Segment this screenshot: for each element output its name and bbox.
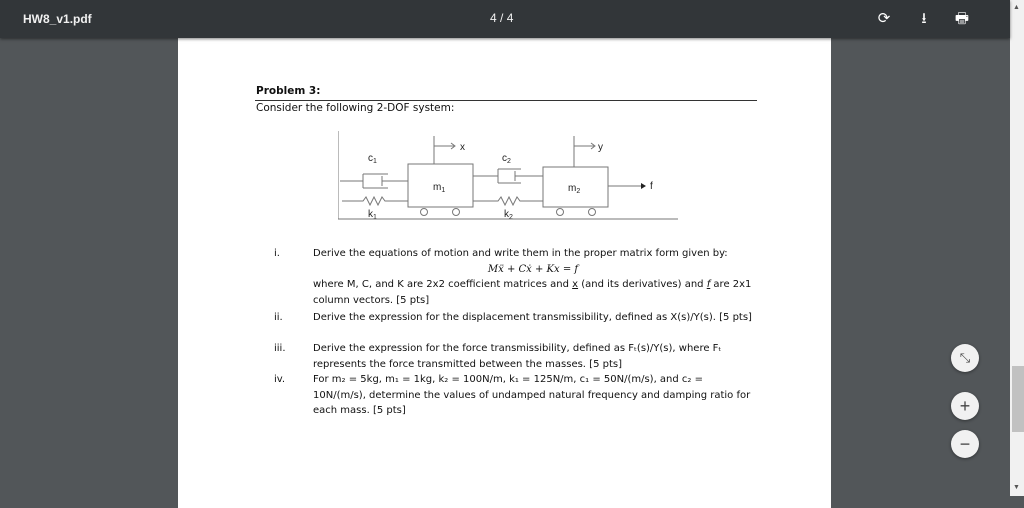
text: are 2x1 column vectors. [5 pts]	[313, 279, 752, 306]
label-k1: $k_1$	[368, 209, 377, 221]
equation: Mẍ + Cẋ + Kx = f	[487, 263, 579, 275]
fit-page-button[interactable]: ⤡	[951, 344, 979, 372]
scroll-up-arrow-icon[interactable]: ▲	[1013, 4, 1020, 11]
scrollbar-thumb[interactable]	[1012, 366, 1024, 432]
page-total: 4	[506, 11, 514, 25]
label-m1: $m_1$	[433, 182, 446, 194]
item-body	[313, 246, 753, 308]
item-text: Derive the equations of motion and write them in the proper matrix form given by:	[313, 248, 728, 259]
zoom-out-button[interactable]: −	[951, 430, 979, 458]
text: (and its derivatives) and	[578, 279, 707, 291]
document-title: HW8_v1.pdf	[23, 12, 92, 26]
item-text: For m₂ = 5kg, m₁ = 1kg, k₂ = 100N/m, k₁ = 125N/m, c₁ = 50N/(m/s), and c₂ = 10N/(m/s), determine the values of undamped natural frequency and damping ratio for each mass. [5 pts]	[313, 374, 751, 417]
page-current[interactable]: 4	[490, 11, 497, 25]
scroll-down-arrow-icon[interactable]: ▼	[1013, 484, 1020, 491]
label-x: x	[460, 142, 465, 153]
item-number: ii.	[274, 312, 283, 323]
item-number: iii.	[274, 343, 286, 354]
label-k2: $k_2$	[504, 209, 513, 221]
text: where M, C, and K are 2x2 coefficient matrices and	[313, 279, 573, 291]
zoom-in-button[interactable]: +	[951, 392, 979, 420]
rotate-icon[interactable]: ⟳	[877, 10, 891, 27]
label-f: f	[650, 181, 653, 192]
label-c2: $c_2$	[502, 153, 511, 165]
item-number: iv.	[274, 374, 286, 385]
problem-title: Problem 3:	[256, 85, 321, 97]
vector-x: x	[572, 279, 579, 291]
pdf-page	[178, 38, 831, 508]
download-icon[interactable]: ⭳	[921, 10, 927, 27]
label-m2: $m_2$	[568, 183, 581, 195]
item-text: Derive the expression for the force transmissibility, defined as Fₜ(s)/Y(s), where Fₜ represents the force transmitted between the masses. [5 pts]	[313, 343, 722, 370]
page-sep: /	[500, 11, 504, 25]
item-text: Derive the expression for the displacement transmissibility, defined as X(s)/Y(s). [5 pts]	[313, 312, 752, 323]
vector-f: f	[706, 279, 711, 291]
intro-text: Consider the following 2-DOF system:	[256, 102, 455, 114]
item-number: i.	[274, 248, 280, 259]
scrollbar[interactable]	[1010, 0, 1024, 496]
label-y: y	[598, 142, 603, 153]
label-c1: $c_1$	[368, 153, 377, 165]
two-dof-diagram	[338, 131, 678, 223]
item-text-2	[313, 277, 753, 308]
page-indicator	[490, 11, 513, 25]
print-icon[interactable]: 🖶	[954, 10, 970, 27]
toolbar	[0, 0, 1010, 38]
divider	[255, 100, 757, 101]
